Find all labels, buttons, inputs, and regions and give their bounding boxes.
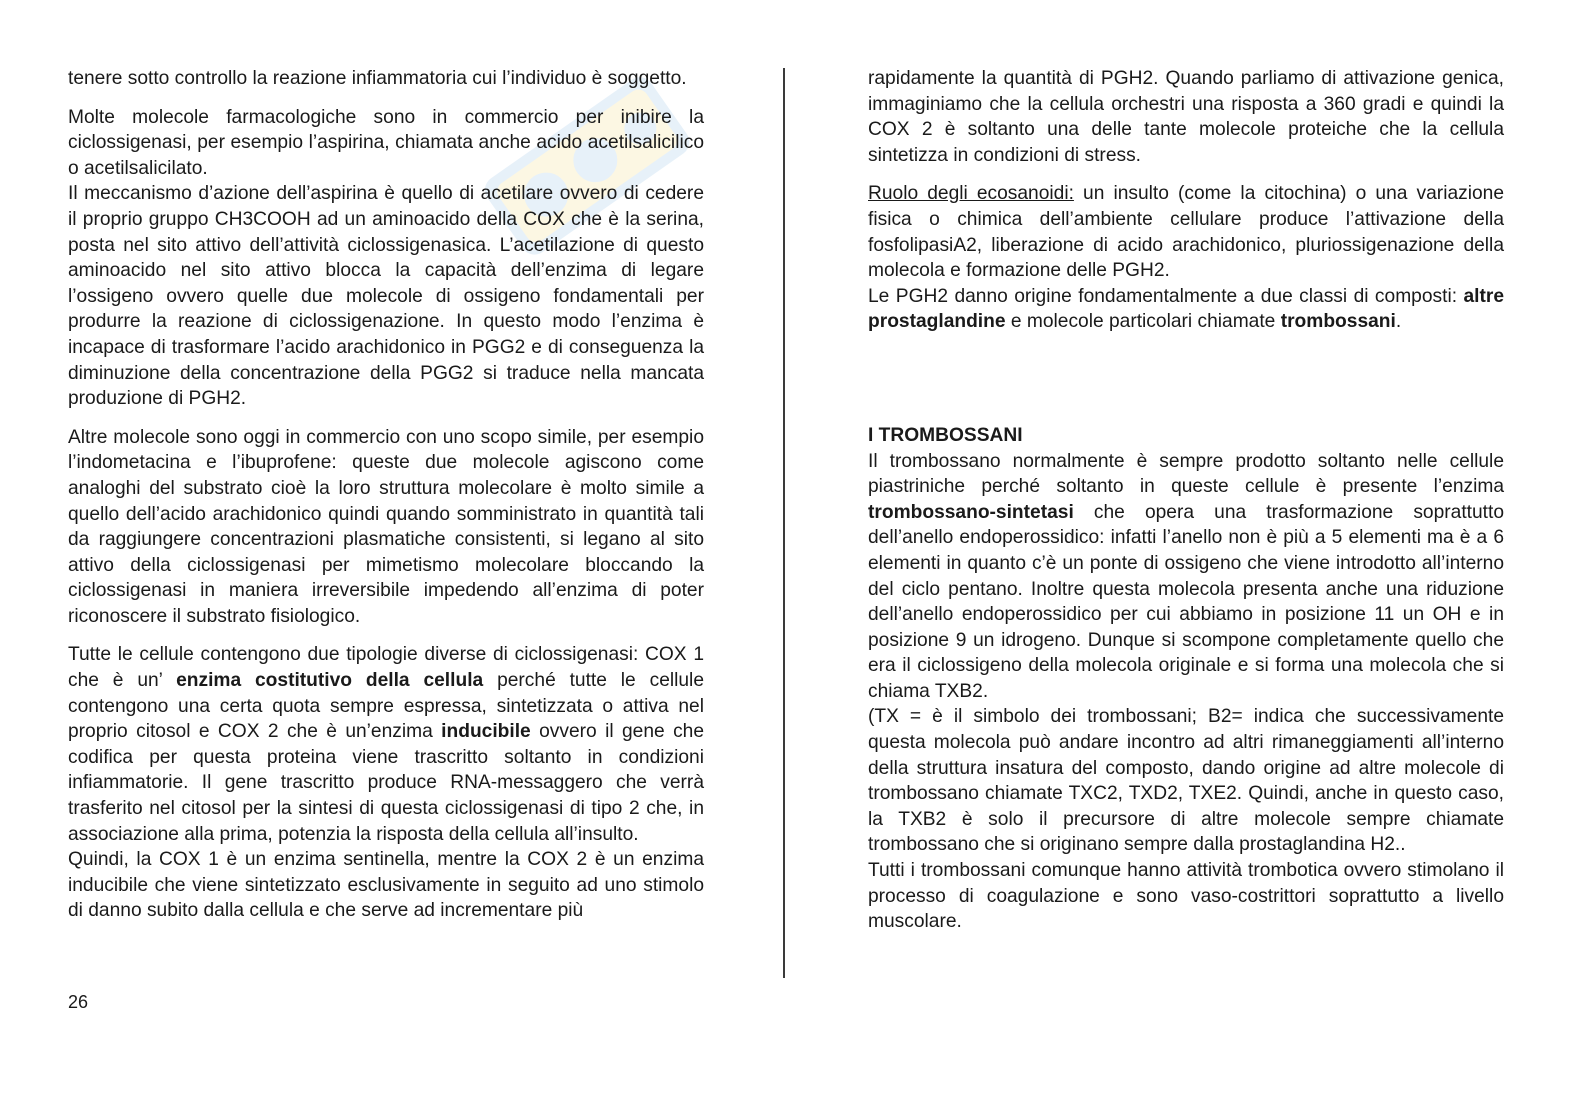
right-paragraph-3 (868, 284, 1504, 335)
page-number: 26 (68, 992, 89, 1012)
right-paragraph-4 (868, 449, 1504, 705)
left-paragraph-3: Il meccanismo d’azione dell’aspirina è quello di acetilare ovvero di cedere il proprio gruppo CH3COOH ad un aminoacido della COX che è la serina, posta nel sito attivo dell’attività ciclossigenasica. L’acetilazione di questo aminoacido nel sito attivo blocca la capacità dell’enzima di legare l’ossigeno ovvero quelle due molecole di ossigeno fondamentali per produrre la reazione di ciclossigenazione. In questo modo l’enzima è incapace di trasformare l’acido arachidonico in PGG2 e di conseguenza la diminuzione della concentrazione della PGG2 si traduce nella mancata produzione di PGH2. (68, 183, 704, 410)
text-span: un insulto (come la citochina) o una variazione fisica o chimica dell’ambiente cellulare produce l’attivazione della fosfolipasiA2, liberazione di acido arachidonico, pluriossigenazione della molecola e formazione delle PGH2. (868, 183, 1504, 282)
bold-term: trombossano-sintetasi (868, 501, 1074, 523)
text-span: e molecole particolari chiamate (1005, 311, 1281, 333)
underlined-term: Ruolo degli ecosanoidi: (868, 183, 1074, 205)
text-span: Le PGH2 danno origine fondamentalmente a due classi di composti: (868, 285, 1464, 307)
text-span: perché tutte le cellule contengono una certa quota sempre espressa, sintetizzata o attiva nel proprio citosol e COX 2 che è un’enzima (68, 670, 704, 743)
left-paragraph-6: Quindi, la COX 1 è un enzima sentinella, mentre la COX 2 è un enzima inducibile che viene sintetizzato esclusivamente in seguito ad uno stimolo di danno subito dalla cellula e che serve ad incrementare più (68, 849, 704, 922)
left-paragraph-2: Molte molecole farmacologiche sono in commercio per inibire la ciclossigenasi, per esempio l’aspirina, chiamata anche acido acetilsalicilico o acetilsalicilato. (68, 106, 704, 179)
right-paragraph-1: rapidamente la quantità di PGH2. Quando parliamo di attivazione genica, immaginiamo che la cellula orchestri una risposta a 360 gradi e quindi la COX 2 è soltanto una delle tante molecole proteiche che la cellula sintetizza in condizioni di stress. (868, 68, 1504, 166)
text-span: ovvero il gene che codifica per questa proteina viene trascritto soltanto in condizioni infiammatorie. Il gene trascritto produce RNA-messaggero che verrà trasferito nel citosol per la sintesi di questa ciclossigenasi di tipo 2 che, in associazione alla prima, potenzia la risposta della cellula all’insulto. (68, 721, 705, 845)
text-span: Il trombossano normalmente è sempre prodotto soltanto nelle cellule piastriniche perché soltanto in queste cellule è presente l’enzima (868, 450, 1504, 498)
left-paragraph-4: Altre molecole sono oggi in commercio con uno scopo simile, per esempio l’indometacina e l’ibuprofene: queste due molecole agiscono come analoghi del substrato cioè la loro struttura molecolare è molto simile a quello dell’acido arachidonico quindi quando somministrato in quantità tali da raggiungere concentrazioni plasmatiche consistenti, si legano al sito attivo della ciclossigenasi per mimetismo molecolare bloccando la ciclossigenasi in maniera irreversibile impedendo all’enzima di poter riconoscere il substrato fisiologico. (68, 426, 704, 627)
column-divider (783, 68, 785, 978)
spacer (868, 335, 1504, 423)
right-column (868, 66, 1504, 935)
left-paragraph-5 (68, 642, 704, 847)
right-paragraph-6: Tutti i trombossani comunque hanno attività trombotica ovvero stimolano il processo di coagulazione e sono vaso-costrittori soprattutto a livello muscolare. (868, 860, 1504, 933)
bold-term: enzima costitutivo della cellula (176, 670, 484, 692)
section-heading: I TROMBOSSANI (868, 424, 1023, 446)
right-paragraph-2 (868, 181, 1504, 283)
text-span: che opera una trasformazione soprattutto dell’anello endoperossidico: infatti l’anello non è più a 5 elementi ma è a 6 elementi in quanto c’è un ponte di ossigeno che viene introdotto all’interno del ciclo pentano. Inoltre questa molecola presenta anche una riduzione dell’anello endoperossidico per cui abbiamo in posizione 11 un OH e in posizione 9 un idrogeno. Dunque si scompone completamente quello che era il ciclossigeno della molecola originale e si forma una molecola che si chiama TXB2. (868, 501, 1504, 702)
bold-term: inducibile (441, 721, 531, 743)
left-column (68, 66, 704, 924)
text-span: . (1395, 311, 1402, 333)
bold-term: trombossani (1280, 311, 1396, 333)
left-paragraph-1: tenere sotto controllo la reazione infiammatoria cui l’individuo è soggetto. (68, 68, 687, 89)
text-span: Tutte le cellule contengono due tipologie diverse di ciclossigenasi: COX 1 che è un’ (68, 644, 704, 692)
right-paragraph-5: (TX = è il simbolo dei trombossani; B2= indica che successivamente questa molecola può andare incontro ad altri rimaneggiamenti all’interno della struttura insatura del composto, dando origine ad altre molecole di trombossano chiamate TXC2, TXD2, TXE2. Quindi, anche in questo caso, la TXB2 è solo il precursore di altre molecole sempre chiamate trombossano che si originano sempre dalla prostaglandina H2.. (868, 706, 1504, 856)
bold-term: altre prostaglandine (868, 285, 1504, 333)
